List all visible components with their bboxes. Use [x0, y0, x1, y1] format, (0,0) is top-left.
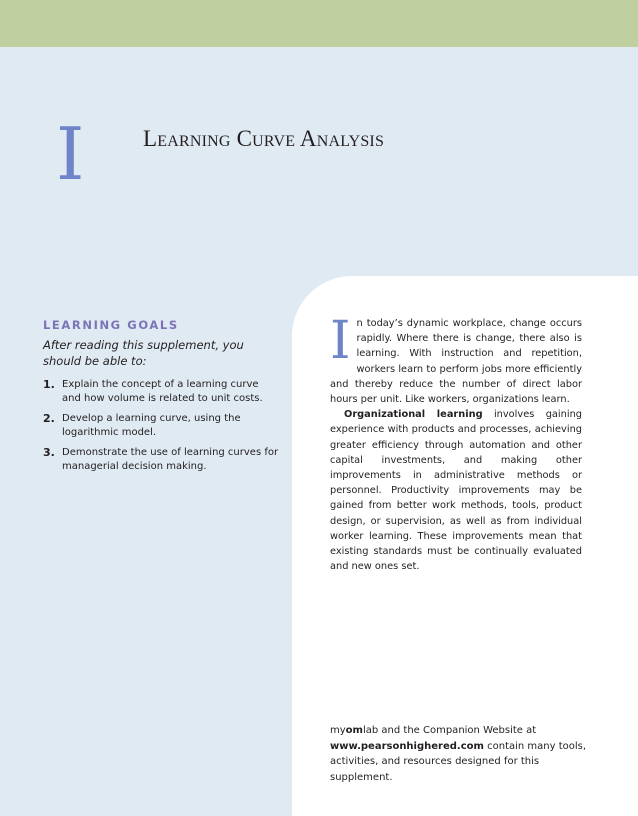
goal-text: Explain the concept of a learning curve and how volume is related to unit costs. [62, 379, 263, 405]
drop-cap: I [330, 311, 351, 371]
organizational-learning-paragraph [330, 407, 582, 574]
brand-bold: om [345, 725, 363, 736]
brand-prefix: my [330, 725, 346, 736]
resources-text-1: and the Companion Website at [378, 725, 537, 736]
chapter-title: Learning Curve Analysis [143, 126, 385, 151]
organizational-learning-text: involves gaining experience with products and processes, achieving greater efficiency through automation and other capital investments, and making other improvements in administrative methods or personnel. Productivity improvements may be gained from better work methods, tools, product design, or supervision, as well as from individual worker learning. These improvements mean that existing standards must be continually evaluated and new ones set. [330, 409, 582, 573]
goal-text: Develop a learning curve, using the logarithmic model. [62, 412, 241, 439]
list-item [43, 412, 279, 441]
resources-note [330, 723, 590, 785]
goal-number: 3. [43, 445, 55, 459]
goal-number: 1. [43, 378, 55, 391]
resources-text-2: contain many tools, activities, and resources designed for this supplement. [330, 740, 587, 783]
key-term: Organizational learning [344, 409, 483, 421]
intro-body-text [330, 311, 582, 574]
intro-paragraph [330, 311, 582, 407]
goal-text: Demonstrate the use of learning curves for managerial decision making. [62, 446, 279, 473]
goal-number: 2. [43, 411, 55, 425]
top-color-band [0, 0, 638, 47]
list-item [43, 378, 279, 407]
brand-suffix: lab [362, 725, 379, 736]
list-item [43, 446, 279, 475]
website-link[interactable]: www.pearsonhighered.com [330, 740, 484, 752]
intro-paragraph-text: n today’s dynamic workplace, change occurs rapidly. Where there is change, there also is learning. With instruction and repetition, workers learn to perform jobs more efficiently and thereby reduce the number of direct labor hours per unit. Like workers, organizations learn. [330, 318, 582, 406]
learning-goals [43, 318, 279, 479]
learning-goals-heading: LEARNING GOALS [43, 318, 179, 332]
chapter-letter: I [56, 112, 85, 196]
learning-goals-list [43, 378, 279, 474]
learning-goals-intro: After reading this supplement, you should be able to: [43, 338, 244, 368]
